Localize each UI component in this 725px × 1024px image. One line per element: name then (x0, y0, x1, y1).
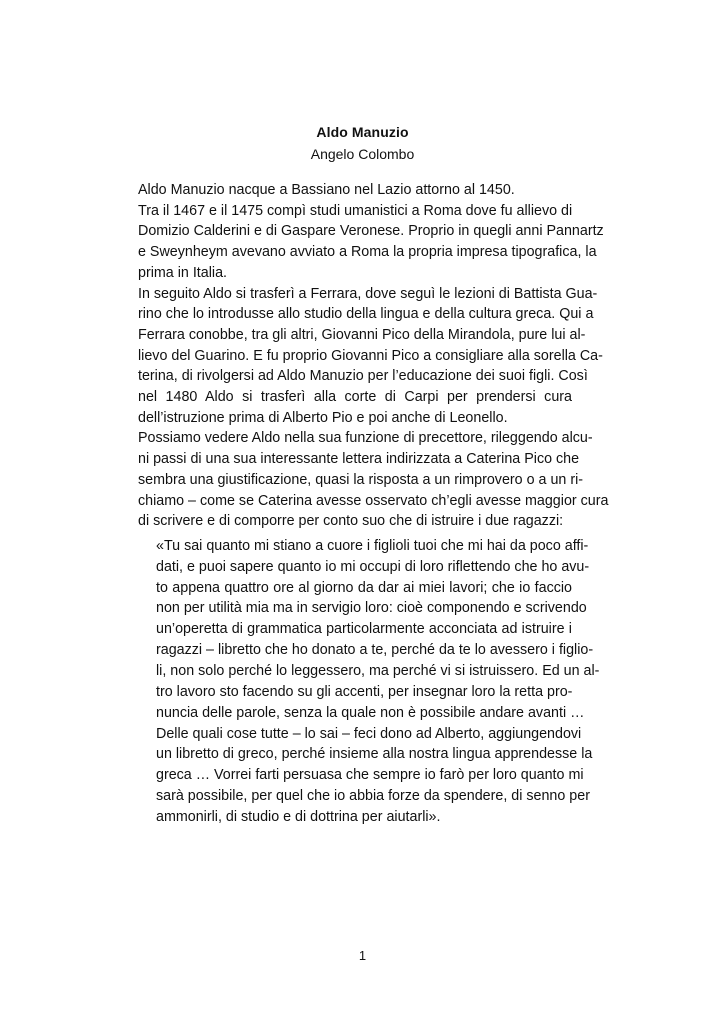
quote-line: un libretto di greco, perché insieme alla nostra lingua apprendesse la (156, 746, 593, 763)
quote-line: to appena quattro ore al giorno da dar ai miei lavori; che io faccio (156, 579, 572, 596)
quote-line: non per utilità mia ma in servigio loro: cioè componendo e scrivendo (156, 600, 587, 617)
text-line: nel 1480 Aldo si trasferì alla corte di Carpi per prendersi cura (138, 389, 572, 406)
page-number: 1 (358, 948, 367, 963)
document-title: Aldo Manuzio (316, 124, 409, 140)
text-line: sembra una giustificazione, quasi la risposta a un rimprovero o a un ri- (138, 471, 584, 488)
quote-line: sarà possibile, per quel che io abbia forze da spendere, di senno per (156, 788, 590, 805)
quote-line: dati, e puoi sapere quanto io mi occupi di loro riflettendo che ho avu- (156, 558, 590, 575)
quote-line: ragazzi – libretto che ho donato a te, perché da te lo avessero i figlio- (156, 642, 594, 659)
paragraph-1 (138, 180, 572, 201)
text-line: chiamo – come se Caterina avesse osservato ch’egli avesse maggior cura (138, 492, 609, 509)
text-line: e Sweynheym avevano avviato a Roma la propria impresa tipografica, la (138, 244, 597, 261)
quote-line: Delle quali cose tutte – lo sai – feci dono ad Alberto, aggiungendovi (156, 725, 582, 742)
quote-line: tro lavoro sto facendo su gli accenti, per insegnar loro la retta pro- (156, 683, 573, 700)
quote-line: greca … Vorrei farti persuasa che sempre io farò per loro quanto mi (156, 767, 584, 784)
text-line: dell’istruzione prima di Alberto Pio e poi anche di Leonello. (138, 409, 508, 426)
text-line: Tra il 1467 e il 1475 compì studi umanistici a Roma dove fu allievo di (138, 202, 573, 219)
text-line: In seguito Aldo si trasferì a Ferrara, dove seguì le lezioni di Battista Gua- (138, 285, 598, 302)
text-line: ni passi di una sua interessante lettera indirizzata a Caterina Pico che (138, 451, 580, 468)
text-line: Domizio Calderini e di Gaspare Veronese. Proprio in quegli anni Pannartz (138, 223, 604, 240)
quote-line: «Tu sai quanto mi stiano a cuore i figlioli tuoi che mi hai da poco affi- (156, 537, 589, 554)
quote-line: un’operetta di grammatica particolarmente acconciata ad istruire i (156, 621, 572, 638)
text-line: Aldo Manuzio nacque a Bassiano nel Lazio attorno al 1450. (138, 182, 515, 198)
text-line: di scrivere e di comporre per conto suo che di istruire i due ragazzi: (138, 513, 564, 530)
document-header (0, 122, 725, 165)
quote-line: ammonirli, di studio e di dottrina per aiutarli». (156, 808, 441, 825)
text-line: prima in Italia. (138, 264, 227, 281)
quote-line: li, non solo perché lo leggessero, ma perché vi si istruissero. Ed un al- (156, 663, 600, 680)
text-line: rino che lo introdusse allo studio della lingua e della cultura greca. Qui a (138, 306, 594, 323)
paragraph-3 (138, 284, 603, 429)
paragraph-4 (138, 428, 609, 532)
block-quote (156, 536, 600, 828)
quote-line: nuncia delle parole, senza la quale non è possibile andare avanti … (156, 704, 585, 721)
document-author: Angelo Colombo (310, 146, 415, 162)
document-body (138, 180, 609, 828)
text-line: Ferrara conobbe, tra gli altri, Giovanni Pico della Mirandola, pure lui al- (138, 326, 586, 343)
paragraph-2 (138, 201, 604, 284)
text-line: terina, di rivolgersi ad Aldo Manuzio per l’educazione dei suoi figli. Così (138, 368, 588, 385)
text-line: Possiamo vedere Aldo nella sua funzione di precettore, rileggendo alcu- (138, 430, 593, 447)
text-line: lievo del Guarino. E fu proprio Giovanni Pico a consigliare alla sorella Ca- (138, 347, 603, 364)
